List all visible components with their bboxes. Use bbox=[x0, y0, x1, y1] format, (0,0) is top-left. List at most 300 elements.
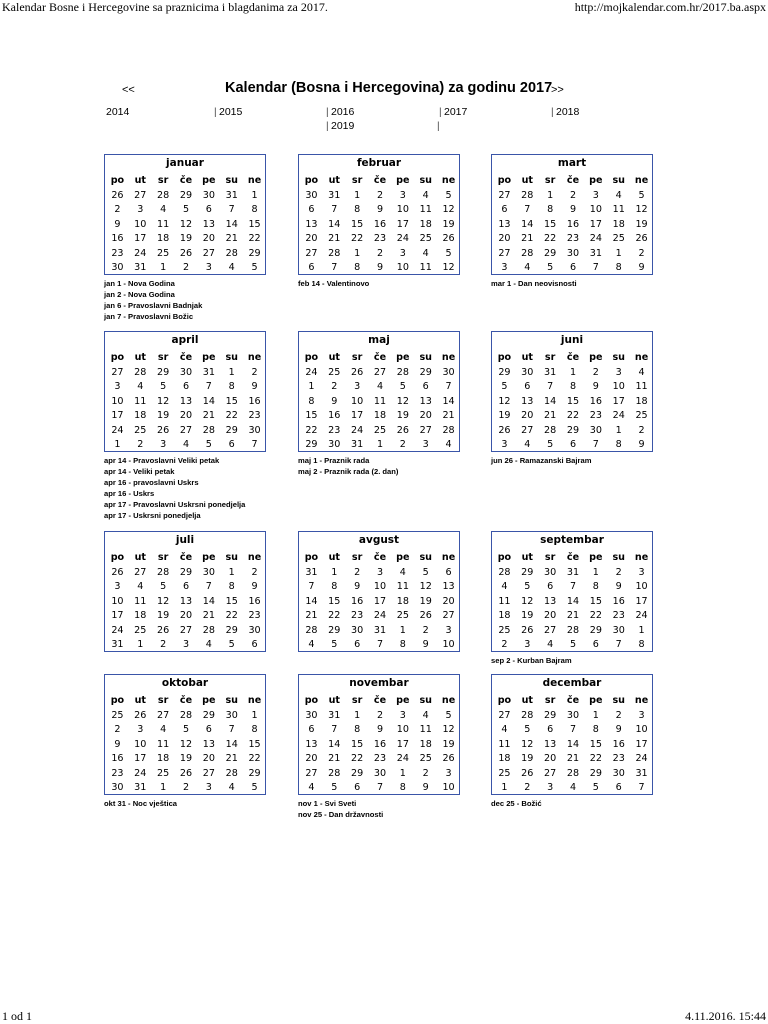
day-cell: 1 bbox=[137, 639, 144, 650]
weekday-header: ut bbox=[521, 552, 533, 563]
month-februar bbox=[298, 154, 460, 275]
day-cell: 4 bbox=[228, 782, 235, 793]
day-cell: 12 bbox=[157, 595, 170, 607]
day-cell: 12 bbox=[179, 218, 193, 230]
day-cell: 26 bbox=[635, 233, 648, 244]
day-cell: 2 bbox=[376, 247, 384, 259]
month-days-grid bbox=[300, 174, 460, 276]
day-cell: 21 bbox=[566, 610, 580, 621]
day-cell: 3 bbox=[399, 709, 406, 721]
print-header-title: Kalendar Bosne i Hercegovine sa praznicima i blagdanima za 2017. bbox=[2, 0, 328, 14]
day-cell: 4 bbox=[376, 381, 384, 392]
day-cell: 10 bbox=[396, 262, 409, 273]
day-cell: 7 bbox=[205, 381, 212, 392]
weekday-header: ut bbox=[134, 695, 146, 706]
day-cell: 27 bbox=[498, 709, 511, 721]
day-cell: 8 bbox=[251, 724, 258, 735]
day-cell: 3 bbox=[638, 566, 645, 578]
weekday-header: če bbox=[566, 552, 580, 563]
day-cell: 27 bbox=[305, 247, 318, 259]
month-days-grid bbox=[300, 694, 460, 796]
day-cell: 4 bbox=[422, 189, 429, 201]
day-cell: 30 bbox=[612, 767, 625, 779]
day-cell: 23 bbox=[111, 767, 124, 779]
day-cell: 31 bbox=[373, 624, 387, 636]
day-cell: 8 bbox=[228, 381, 235, 392]
day-cell: 2 bbox=[137, 439, 144, 450]
day-cell: 7 bbox=[638, 782, 645, 793]
holiday-entry: sep 2 - Kurban Bajram bbox=[491, 656, 572, 665]
day-cell: 25 bbox=[419, 753, 432, 764]
day-cell: 13 bbox=[202, 738, 215, 750]
day-cell: 29 bbox=[351, 767, 364, 779]
day-cell: 30 bbox=[442, 366, 455, 378]
weekday-header: ne bbox=[634, 695, 649, 706]
weekday-header: sr bbox=[544, 552, 556, 563]
day-cell: 29 bbox=[544, 247, 557, 259]
day-cell: 12 bbox=[396, 395, 409, 407]
day-cell: 1 bbox=[354, 189, 361, 201]
holiday-list bbox=[104, 455, 245, 521]
weekday-header: su bbox=[612, 352, 625, 363]
month-novembar bbox=[298, 674, 460, 795]
day-cell: 12 bbox=[419, 581, 432, 592]
weekday-header: sr bbox=[351, 175, 363, 186]
day-cell: 14 bbox=[225, 738, 238, 750]
day-cell: 11 bbox=[419, 262, 432, 273]
day-cell: 29 bbox=[328, 624, 341, 636]
month-days-grid bbox=[493, 351, 653, 453]
day-cell: 2 bbox=[615, 566, 622, 578]
day-cell: 10 bbox=[442, 782, 455, 793]
day-cell: 16 bbox=[248, 595, 261, 607]
day-cell: 6 bbox=[205, 724, 212, 735]
holiday-list bbox=[104, 798, 177, 809]
day-cell: 5 bbox=[251, 262, 258, 273]
weekday-header: sr bbox=[351, 695, 363, 706]
day-cell: 21 bbox=[225, 233, 238, 244]
day-cell: 19 bbox=[498, 410, 511, 421]
day-cell: 28 bbox=[225, 247, 238, 259]
day-cell: 18 bbox=[157, 233, 170, 244]
next-year-link[interactable]: >> bbox=[551, 84, 564, 96]
day-cell: 17 bbox=[373, 595, 387, 607]
holiday-list bbox=[298, 798, 383, 820]
day-cell: 20 bbox=[498, 233, 511, 244]
day-cell: 2 bbox=[376, 189, 384, 201]
day-cell: 4 bbox=[228, 262, 235, 273]
day-cell: 30 bbox=[328, 439, 341, 450]
day-cell: 20 bbox=[179, 410, 193, 421]
day-cell: 26 bbox=[111, 189, 124, 201]
weekday-header: pe bbox=[396, 552, 410, 563]
day-cell: 28 bbox=[179, 709, 193, 721]
day-cell: 31 bbox=[589, 247, 602, 259]
year-link-2016[interactable]: 2016 bbox=[331, 106, 355, 118]
day-cell: 23 bbox=[373, 753, 387, 764]
holiday-entry: feb 14 - Valentinovo bbox=[298, 279, 370, 288]
day-cell: 1 bbox=[638, 624, 645, 636]
day-cell: 4 bbox=[399, 566, 406, 578]
print-footer-date: 4.11.2016. 15:44 bbox=[685, 1009, 766, 1023]
day-cell: 11 bbox=[134, 395, 147, 407]
day-cell: 16 bbox=[248, 395, 261, 407]
day-cell: 1 bbox=[399, 624, 406, 636]
day-cell: 1 bbox=[251, 709, 258, 721]
day-cell: 8 bbox=[251, 204, 258, 215]
year-link-2019[interactable]: 2019 bbox=[331, 120, 355, 132]
day-cell: 13 bbox=[544, 738, 557, 750]
day-cell: 16 bbox=[612, 595, 625, 607]
year-separator: | bbox=[214, 107, 217, 118]
weekday-header: ut bbox=[328, 552, 340, 563]
day-cell: 7 bbox=[331, 724, 338, 735]
weekday-header: po bbox=[110, 352, 125, 363]
day-cell: 31 bbox=[351, 439, 364, 450]
day-cell: 1 bbox=[308, 381, 315, 392]
day-cell: 4 bbox=[501, 581, 508, 592]
day-cell: 30 bbox=[544, 566, 557, 578]
day-cell: 2 bbox=[251, 366, 258, 378]
weekday-header: po bbox=[304, 352, 319, 363]
month-days-grid bbox=[106, 694, 266, 796]
day-cell: 16 bbox=[111, 233, 124, 244]
year-link-2015[interactable]: 2015 bbox=[219, 106, 243, 118]
weekday-header: ne bbox=[247, 175, 262, 186]
day-cell: 7 bbox=[228, 724, 235, 735]
day-cell: 31 bbox=[134, 262, 147, 273]
day-cell: 8 bbox=[331, 581, 338, 592]
month-maj bbox=[298, 331, 460, 452]
day-cell: 8 bbox=[228, 581, 235, 592]
day-cell: 5 bbox=[524, 581, 531, 592]
day-cell: 29 bbox=[419, 366, 432, 378]
day-cell: 30 bbox=[179, 366, 193, 378]
day-cell: 15 bbox=[225, 395, 238, 407]
weekday-header: ne bbox=[247, 352, 262, 363]
day-cell: 17 bbox=[635, 738, 648, 750]
weekday-header: su bbox=[419, 552, 432, 563]
day-cell: 15 bbox=[351, 218, 364, 230]
day-cell: 29 bbox=[248, 767, 261, 779]
day-cell: 30 bbox=[305, 189, 318, 201]
weekday-header: ne bbox=[441, 352, 456, 363]
day-cell: 5 bbox=[445, 189, 452, 201]
day-cell: 6 bbox=[445, 566, 452, 578]
day-cell: 9 bbox=[615, 724, 622, 735]
weekday-header: pe bbox=[589, 352, 603, 363]
day-cell: 29 bbox=[305, 439, 318, 450]
day-cell: 17 bbox=[111, 410, 124, 421]
month-name: maj bbox=[368, 334, 390, 346]
year-separator: | bbox=[326, 107, 329, 118]
day-cell: 6 bbox=[615, 782, 622, 793]
day-cell: 27 bbox=[134, 566, 147, 578]
day-cell: 11 bbox=[612, 204, 625, 215]
day-cell: 5 bbox=[160, 381, 167, 392]
month-juni bbox=[491, 331, 653, 452]
holiday-entry: jun 26 - Ramazanski Bajram bbox=[491, 456, 592, 465]
weekday-header: če bbox=[373, 552, 387, 563]
day-cell: 2 bbox=[615, 709, 622, 721]
weekday-header: ut bbox=[134, 175, 146, 186]
day-cell: 5 bbox=[331, 782, 338, 793]
day-cell: 2 bbox=[422, 767, 429, 779]
day-cell: 6 bbox=[308, 724, 315, 735]
month-juli bbox=[104, 531, 266, 652]
month-name: septembar bbox=[540, 534, 604, 546]
day-cell: 14 bbox=[202, 395, 215, 407]
weekday-header: po bbox=[110, 695, 125, 706]
day-cell: 13 bbox=[419, 395, 432, 407]
day-cell: 4 bbox=[137, 581, 144, 592]
weekday-header: pe bbox=[396, 695, 410, 706]
day-cell: 14 bbox=[202, 595, 215, 607]
weekday-header: ne bbox=[441, 552, 456, 563]
month-decembar bbox=[491, 674, 653, 795]
day-cell: 26 bbox=[111, 566, 124, 578]
day-cell: 31 bbox=[328, 709, 341, 721]
day-cell: 13 bbox=[544, 595, 557, 607]
day-cell: 24 bbox=[635, 753, 648, 764]
day-cell: 22 bbox=[351, 753, 364, 764]
day-cell: 6 bbox=[354, 782, 361, 793]
day-cell: 31 bbox=[225, 189, 238, 201]
day-cell: 24 bbox=[305, 366, 318, 378]
day-cell: 31 bbox=[544, 366, 557, 378]
day-cell: 19 bbox=[442, 218, 455, 230]
day-cell: 5 bbox=[399, 381, 406, 392]
weekday-header: su bbox=[612, 552, 625, 563]
weekday-header: ne bbox=[634, 552, 649, 563]
day-cell: 28 bbox=[521, 189, 534, 201]
day-cell: 4 bbox=[524, 262, 531, 273]
holiday-entry: mar 1 - Dan neovisnosti bbox=[491, 279, 577, 288]
day-cell: 17 bbox=[351, 410, 364, 421]
day-cell: 21 bbox=[521, 233, 534, 244]
day-cell: 28 bbox=[521, 247, 534, 259]
day-cell: 14 bbox=[305, 595, 318, 607]
weekday-header: ut bbox=[328, 175, 340, 186]
weekday-header: če bbox=[373, 175, 387, 186]
holiday-entry: nov 25 - Dan državnosti bbox=[298, 810, 384, 819]
day-cell: 8 bbox=[615, 262, 622, 273]
day-cell: 13 bbox=[521, 395, 534, 407]
weekday-header: ut bbox=[521, 695, 533, 706]
day-cell: 18 bbox=[612, 218, 625, 230]
day-cell: 30 bbox=[305, 709, 318, 721]
day-cell: 14 bbox=[328, 218, 341, 230]
weekday-header: ne bbox=[634, 175, 649, 186]
day-cell: 13 bbox=[179, 395, 193, 407]
day-cell: 3 bbox=[615, 366, 622, 378]
holiday-entry: jan 6 - Pravoslavni Badnjak bbox=[104, 301, 203, 310]
day-cell: 22 bbox=[328, 610, 341, 621]
day-cell: 25 bbox=[373, 424, 387, 436]
day-cell: 10 bbox=[396, 724, 409, 735]
day-cell: 22 bbox=[589, 610, 602, 621]
day-cell: 28 bbox=[566, 624, 580, 636]
month-name: april bbox=[171, 334, 199, 346]
day-cell: 15 bbox=[328, 595, 341, 607]
day-cell: 13 bbox=[305, 218, 318, 230]
day-cell: 21 bbox=[202, 610, 215, 621]
day-cell: 5 bbox=[160, 581, 167, 592]
day-cell: 16 bbox=[589, 395, 602, 407]
day-cell: 13 bbox=[202, 218, 215, 230]
day-cell: 9 bbox=[592, 381, 599, 392]
day-cell: 18 bbox=[396, 595, 409, 607]
day-cell: 8 bbox=[592, 581, 599, 592]
day-cell: 3 bbox=[445, 624, 452, 636]
weekday-header: pe bbox=[396, 352, 410, 363]
day-cell: 21 bbox=[544, 410, 557, 421]
day-cell: 19 bbox=[521, 753, 534, 764]
day-cell: 10 bbox=[111, 395, 124, 407]
day-cell: 1 bbox=[228, 566, 235, 578]
day-cell: 30 bbox=[351, 624, 364, 636]
day-cell: 6 bbox=[569, 439, 577, 450]
day-cell: 25 bbox=[498, 624, 511, 636]
day-cell: 8 bbox=[354, 724, 361, 735]
day-cell: 22 bbox=[248, 753, 261, 764]
day-cell: 23 bbox=[373, 233, 387, 244]
month-name: oktobar bbox=[161, 677, 209, 689]
day-cell: 1 bbox=[615, 424, 622, 436]
day-cell: 5 bbox=[182, 204, 190, 215]
day-cell: 5 bbox=[228, 639, 235, 650]
day-cell: 4 bbox=[615, 189, 622, 201]
day-cell: 27 bbox=[544, 624, 557, 636]
day-cell: 3 bbox=[182, 639, 190, 650]
day-cell: 3 bbox=[501, 439, 508, 450]
holiday-list bbox=[491, 278, 577, 289]
day-cell: 11 bbox=[373, 395, 387, 407]
day-cell: 23 bbox=[566, 233, 580, 244]
weekday-header: če bbox=[566, 352, 580, 363]
day-cell: 16 bbox=[373, 218, 387, 230]
day-cell: 6 bbox=[422, 381, 429, 392]
holiday-entry: okt 31 - Noc vještica bbox=[104, 799, 178, 808]
day-cell: 9 bbox=[376, 262, 384, 273]
day-cell: 10 bbox=[134, 738, 147, 750]
day-cell: 10 bbox=[396, 204, 409, 215]
day-cell: 24 bbox=[111, 624, 124, 636]
day-cell: 26 bbox=[134, 709, 147, 721]
day-cell: 29 bbox=[157, 366, 170, 378]
day-cell: 7 bbox=[228, 204, 235, 215]
day-cell: 18 bbox=[373, 410, 387, 421]
month-days-grid bbox=[300, 551, 460, 653]
year-link-2014[interactable]: 2014 bbox=[106, 106, 130, 118]
holiday-list bbox=[104, 278, 202, 322]
day-cell: 21 bbox=[305, 610, 318, 621]
day-cell: 13 bbox=[498, 218, 511, 230]
day-cell: 31 bbox=[566, 566, 580, 578]
weekday-header: če bbox=[179, 552, 193, 563]
weekday-header: sr bbox=[157, 175, 169, 186]
weekday-header: ut bbox=[134, 352, 146, 363]
day-cell: 28 bbox=[544, 424, 557, 436]
day-cell: 3 bbox=[160, 439, 167, 450]
day-cell: 16 bbox=[373, 738, 387, 750]
day-cell: 6 bbox=[251, 639, 258, 650]
day-cell: 31 bbox=[328, 189, 341, 201]
year-link-2017[interactable]: 2017 bbox=[444, 106, 468, 118]
day-cell: 2 bbox=[592, 366, 599, 378]
day-cell: 6 bbox=[182, 581, 190, 592]
day-cell: 30 bbox=[111, 782, 124, 793]
day-cell: 30 bbox=[202, 566, 215, 578]
weekday-header: su bbox=[225, 352, 238, 363]
weekday-header: če bbox=[373, 352, 387, 363]
weekday-header: če bbox=[566, 175, 580, 186]
day-cell: 27 bbox=[498, 189, 511, 201]
day-cell: 4 bbox=[160, 724, 167, 735]
month-name: januar bbox=[166, 157, 204, 169]
day-cell: 20 bbox=[544, 753, 557, 764]
day-cell: 25 bbox=[396, 610, 409, 621]
day-cell: 19 bbox=[635, 218, 648, 230]
weekday-header: ut bbox=[521, 175, 533, 186]
day-cell: 12 bbox=[635, 204, 648, 215]
day-cell: 1 bbox=[331, 566, 338, 578]
day-cell: 14 bbox=[521, 218, 534, 230]
day-cell: 29 bbox=[521, 566, 534, 578]
day-cell: 6 bbox=[205, 204, 212, 215]
day-cell: 5 bbox=[569, 639, 577, 650]
day-cell: 8 bbox=[547, 204, 554, 215]
day-cell: 6 bbox=[228, 439, 235, 450]
weekday-header: če bbox=[179, 175, 193, 186]
weekday-header: sr bbox=[157, 552, 169, 563]
year-separator: | bbox=[437, 121, 440, 132]
day-cell: 16 bbox=[328, 410, 341, 421]
day-cell: 1 bbox=[592, 566, 599, 578]
day-cell: 18 bbox=[134, 610, 147, 621]
day-cell: 17 bbox=[111, 610, 124, 621]
day-cell: 9 bbox=[114, 738, 121, 750]
day-cell: 9 bbox=[569, 204, 577, 215]
day-cell: 5 bbox=[182, 724, 190, 735]
day-cell: 9 bbox=[615, 581, 622, 592]
print-header-url: http://mojkalendar.com.hr/2017.ba.aspx bbox=[574, 0, 766, 14]
day-cell: 3 bbox=[114, 381, 121, 392]
day-cell: 6 bbox=[308, 204, 315, 215]
weekday-header: pe bbox=[589, 175, 603, 186]
prev-year-link[interactable]: << bbox=[122, 84, 135, 96]
day-cell: 9 bbox=[354, 581, 361, 592]
day-cell: 29 bbox=[544, 709, 557, 721]
day-cell: 1 bbox=[160, 262, 167, 273]
day-cell: 27 bbox=[442, 610, 455, 621]
print-footer-page: 1 od 1 bbox=[2, 1009, 32, 1023]
month-days-grid bbox=[493, 551, 653, 653]
day-cell: 1 bbox=[228, 366, 235, 378]
day-cell: 6 bbox=[354, 639, 361, 650]
day-cell: 14 bbox=[566, 595, 580, 607]
weekday-header: su bbox=[225, 552, 238, 563]
day-cell: 11 bbox=[419, 204, 432, 215]
day-cell: 31 bbox=[134, 782, 147, 793]
day-cell: 8 bbox=[354, 262, 361, 273]
year-link-2018[interactable]: 2018 bbox=[556, 106, 580, 118]
day-cell: 28 bbox=[157, 189, 170, 201]
day-cell: 19 bbox=[419, 595, 432, 607]
day-cell: 25 bbox=[157, 767, 170, 779]
day-cell: 25 bbox=[134, 624, 147, 636]
day-cell: 4 bbox=[638, 366, 645, 378]
